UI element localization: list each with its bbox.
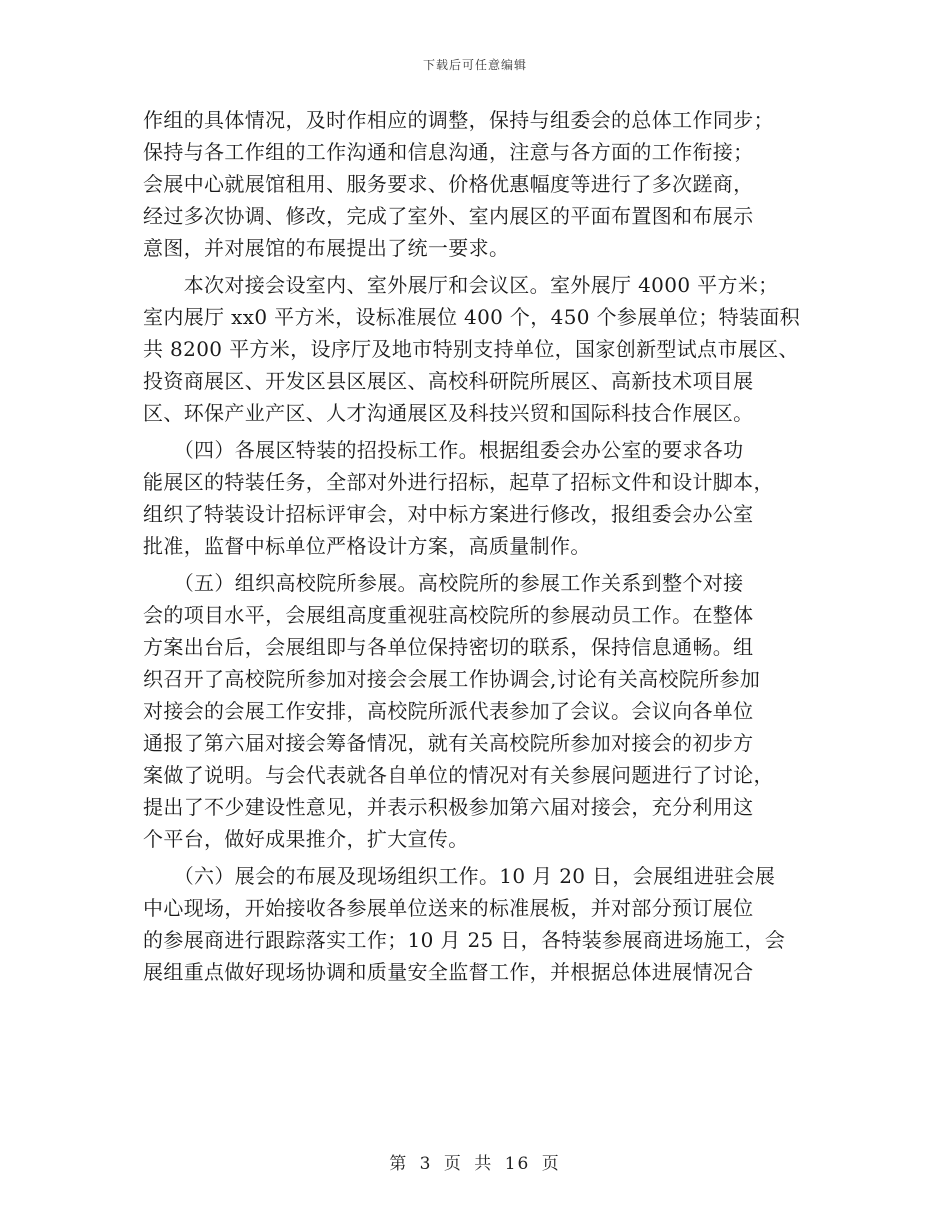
page-number: 第 3 页 共 16 页 xyxy=(389,1154,561,1174)
text-line: 的参展商进行跟踪落实工作；10 月 25 日，各特装参展商进场施工，会 xyxy=(143,928,786,952)
text-line: 会展中心就展馆租用、服务要求、价格优惠幅度等进行了多次蹉商， xyxy=(143,172,754,196)
paragraph xyxy=(143,567,811,855)
text-line: 批准，监督中标单位严格设计方案，高质量制作。 xyxy=(143,534,591,558)
paragraph xyxy=(143,434,811,562)
text-line: （四）各展区特装的招投标工作。根据组委会办公室的要求各功 xyxy=(143,438,744,462)
text-line: 会的项目水平，会展组高度重视驻高校院所的参展动员工作。在整体 xyxy=(143,603,754,627)
text-line: 提出了不少建设性意见，并表示积极参加第六届对接会，充分利用这 xyxy=(143,795,754,819)
text-line: 方案出台后，会展组即与各单位保持密切的联系，保持信息通畅。组 xyxy=(143,635,754,659)
paragraph xyxy=(143,269,811,429)
text-line: （六）展会的布展及现场组织工作。10 月 20 日，会展组进驻会展 xyxy=(143,864,776,888)
text-line: 意图，并对展馆的布展提出了统一要求。 xyxy=(143,236,510,260)
text-line: 通报了第六届对接会筹备情况，就有关高校院所参加对接会的初步方 xyxy=(143,731,754,755)
text-line: 织召开了高校院所参加对接会会展工作协调会,讨论有关高校院所参加 xyxy=(143,667,761,691)
text-line: 展组重点做好现场协调和质量安全监督工作，并根据总体进展情况合 xyxy=(143,960,754,984)
text-line: 中心现场，开始接收各参展单位送来的标准展板，并对部分预订展位 xyxy=(143,896,754,920)
text-line: 本次对接会设室内、室外展厅和会议区。室外展厅 4000 平方米； xyxy=(143,273,779,297)
text-line: 对接会的会展工作安排，高校院所派代表参加了会议。会议向各单位 xyxy=(143,699,754,723)
text-line: 保持与各工作组的工作沟通和信息沟通，注意与各方面的工作衔接； xyxy=(143,140,754,164)
text-line: 个平台，做好成果推介，扩大宣传。 xyxy=(143,827,469,851)
text-line: 作组的具体情况，及时作相应的调整，保持与组委会的总体工作同步； xyxy=(143,108,774,132)
text-line: 经过多次协调、修改，完成了室外、室内展区的平面布置图和布展示 xyxy=(143,204,754,228)
text-line: 室内展厅 xx0 平方米，设标准展位 400 个，450 个参展单位；特装面积 xyxy=(143,305,801,329)
page-header: 下载后可任意编辑 xyxy=(422,58,527,72)
paragraph xyxy=(143,860,811,988)
text-line: 案做了说明。与会代表就各自单位的情况对有关参展问题进行了讨论， xyxy=(143,763,774,787)
text-line: 共 8200 平方米，设序厅及地市特别支持单位，国家创新型试点市展区、 xyxy=(143,337,799,361)
text-line: 投资商展区、开发区县区展区、高校科研院所展区、高新技术项目展 xyxy=(143,369,754,393)
text-line: 区、环保产业产区、人才沟通展区及科技兴贸和国际科技合作展区。 xyxy=(143,401,754,425)
text-line: 能展区的特装任务，全部对外进行招标，起草了招标文件和设计脚本， xyxy=(143,470,774,494)
text-line: 组织了特装设计招标评审会，对中标方案进行修改，报组委会办公室 xyxy=(143,502,754,526)
text-line: （五）组织高校院所参展。高校院所的参展工作关系到整个对接 xyxy=(143,571,744,595)
document-body xyxy=(143,104,811,988)
paragraph xyxy=(143,104,811,264)
